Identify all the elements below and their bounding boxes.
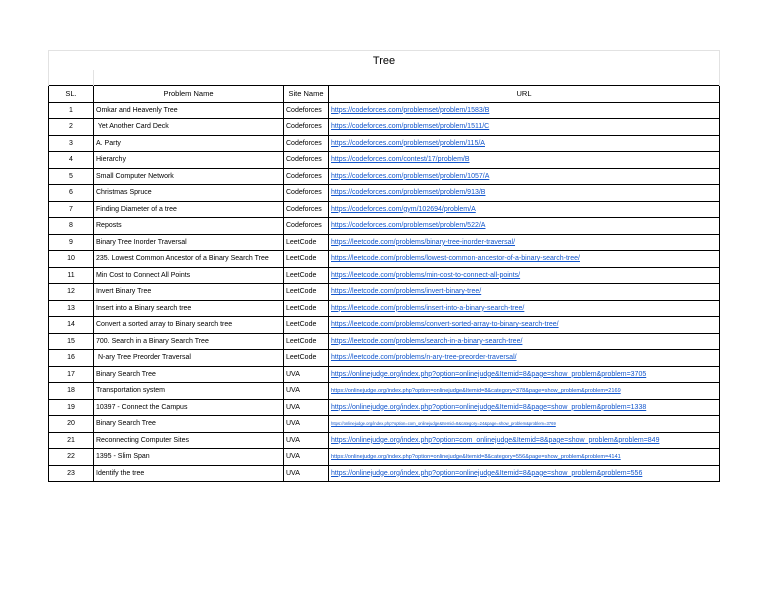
cell-site-name: UVA (284, 465, 329, 482)
cell-sl: 19 (49, 399, 94, 416)
problem-link[interactable]: https://leetcode.com/problems/insert-into-a-binary-search-tree/ (331, 304, 525, 312)
cell-url (329, 218, 720, 235)
table-row (49, 399, 720, 416)
cell-problem-name: Finding Diameter of a tree (94, 201, 284, 218)
cell-sl: 16 (49, 350, 94, 367)
cell-url (329, 267, 720, 284)
cell-url (329, 119, 720, 136)
table-row (49, 317, 720, 334)
table-row (49, 300, 720, 317)
cell-site-name: UVA (284, 399, 329, 416)
problem-link[interactable]: https://onlinejudge.org/index.php?option=onlinejudge&Itemid=8&category=556&page=show_problem&problem=4141 (331, 454, 621, 461)
problem-link[interactable]: https://codeforces.com/contest/17/problem/B (331, 156, 470, 164)
cell-url (329, 366, 720, 383)
cell-url (329, 168, 720, 185)
header-problem-name: Problem Name (94, 86, 284, 103)
cell-url (329, 102, 720, 119)
cell-site-name: LeetCode (284, 284, 329, 301)
tree-problems-table (48, 50, 720, 482)
cell-problem-name: 700. Search in a Binary Search Tree (94, 333, 284, 350)
cell-problem-name: 1395 - Slim Span (94, 449, 284, 466)
table-row (49, 185, 720, 202)
cell-site-name: UVA (284, 449, 329, 466)
cell-problem-name: Yet Another Card Deck (94, 119, 284, 136)
cell-site-name: Codeforces (284, 185, 329, 202)
cell-url (329, 135, 720, 152)
cell-url (329, 152, 720, 169)
cell-sl: 4 (49, 152, 94, 169)
cell-sl: 17 (49, 366, 94, 383)
cell-sl: 11 (49, 267, 94, 284)
problem-link[interactable]: https://onlinejudge.org/index.php?option=onlinejudge&Itemid=8&category=378&page=show_problem&problem=2169 (331, 388, 621, 395)
problem-link[interactable]: https://leetcode.com/problems/min-cost-to-connect-all-points/ (331, 271, 521, 279)
problem-link[interactable]: https://onlinejudge.org/index.php?option=com_onlinejudge&Itemid=8&page=show_problem&problem=849 (331, 436, 660, 444)
cell-sl: 6 (49, 185, 94, 202)
cell-site-name: LeetCode (284, 333, 329, 350)
spacer-cell (94, 70, 720, 86)
cell-url (329, 201, 720, 218)
cell-url (329, 234, 720, 251)
problem-link[interactable]: https://leetcode.com/problems/convert-sorted-array-to-binary-search-tree/ (331, 321, 559, 329)
cell-sl: 13 (49, 300, 94, 317)
problem-link[interactable]: https://onlinejudge.org/index.php?option=onlinejudge&Itemid=8&page=show_problem&problem=3705 (331, 370, 647, 378)
table-row (49, 201, 720, 218)
cell-sl: 5 (49, 168, 94, 185)
problem-link[interactable]: https://codeforces.com/problemset/problem/1057/A (331, 172, 490, 180)
cell-sl: 20 (49, 416, 94, 433)
cell-sl: 1 (49, 102, 94, 119)
cell-url (329, 350, 720, 367)
table-row (49, 152, 720, 169)
cell-site-name: LeetCode (284, 317, 329, 334)
spacer-cell (49, 70, 94, 86)
table-row (49, 119, 720, 136)
spacer-row (49, 70, 720, 86)
cell-url (329, 333, 720, 350)
cell-problem-name: Binary Search Tree (94, 416, 284, 433)
table-row (49, 383, 720, 400)
table-row (49, 350, 720, 367)
problem-link[interactable]: https://onlinejudge.org/index.php?option=onlinejudge&Itemid=8&page=show_problem&problem=1338 (331, 403, 647, 411)
cell-problem-name: Small Computer Network (94, 168, 284, 185)
header-site-name: Site Name (284, 86, 329, 103)
cell-problem-name: Reposts (94, 218, 284, 235)
table-row (49, 234, 720, 251)
problem-link[interactable]: https://codeforces.com/problemset/problem/913/B (331, 189, 486, 197)
cell-site-name: UVA (284, 366, 329, 383)
cell-problem-name: 10397 - Connect the Campus (94, 399, 284, 416)
problem-link[interactable]: https://onlinejudge.org/index.php?option=onlinejudge&Itemid=8&page=show_problem&problem=556 (331, 469, 643, 477)
cell-url (329, 449, 720, 466)
cell-problem-name: Reconnecting Computer Sites (94, 432, 284, 449)
problem-link[interactable]: https://codeforces.com/problemset/problem/1511/C (331, 123, 490, 131)
problem-link[interactable]: https://codeforces.com/problemset/problem/115/A (331, 139, 485, 147)
cell-problem-name: A. Party (94, 135, 284, 152)
cell-site-name: Codeforces (284, 102, 329, 119)
cell-problem-name: Identify the tree (94, 465, 284, 482)
cell-url (329, 284, 720, 301)
cell-site-name: LeetCode (284, 234, 329, 251)
cell-url (329, 465, 720, 482)
cell-problem-name: Binary Tree Inorder Traversal (94, 234, 284, 251)
problem-link[interactable]: https://leetcode.com/problems/binary-tree-inorder-traversal/ (331, 238, 516, 246)
problem-link[interactable]: https://codeforces.com/gym/102694/problem/A (331, 205, 476, 213)
cell-url (329, 383, 720, 400)
cell-sl: 21 (49, 432, 94, 449)
table-row (49, 251, 720, 268)
header-sl: SL. (49, 86, 94, 103)
cell-sl: 12 (49, 284, 94, 301)
cell-sl: 18 (49, 383, 94, 400)
cell-site-name: Codeforces (284, 201, 329, 218)
table-row (49, 416, 720, 433)
cell-sl: 10 (49, 251, 94, 268)
header-url: URL (329, 86, 720, 103)
table-row (49, 135, 720, 152)
cell-url (329, 300, 720, 317)
cell-sl: 7 (49, 201, 94, 218)
cell-problem-name: Hierarchy (94, 152, 284, 169)
table-row (49, 449, 720, 466)
cell-site-name: Codeforces (284, 135, 329, 152)
table-row (49, 168, 720, 185)
cell-site-name: LeetCode (284, 267, 329, 284)
cell-problem-name: Binary Search Tree (94, 366, 284, 383)
table-row (49, 432, 720, 449)
cell-problem-name: N-ary Tree Preorder Traversal (94, 350, 284, 367)
problem-link[interactable]: https://codeforces.com/problemset/problem/522/A (331, 222, 486, 230)
cell-url (329, 317, 720, 334)
cell-problem-name: Christmas Spruce (94, 185, 284, 202)
cell-site-name: LeetCode (284, 300, 329, 317)
cell-site-name: LeetCode (284, 251, 329, 268)
cell-sl: 2 (49, 119, 94, 136)
problem-link[interactable]: https://leetcode.com/problems/invert-binary-tree/ (331, 288, 482, 296)
cell-problem-name: 235. Lowest Common Ancestor of a Binary Search Tree (94, 251, 284, 268)
problem-link[interactable]: https://leetcode.com/problems/lowest-common-ancestor-of-a-binary-search-tree/ (331, 255, 580, 263)
cell-url (329, 416, 720, 433)
cell-sl: 15 (49, 333, 94, 350)
cell-site-name: LeetCode (284, 350, 329, 367)
cell-url (329, 251, 720, 268)
table-row (49, 218, 720, 235)
problem-link[interactable]: https://leetcode.com/problems/search-in-a-binary-search-tree/ (331, 337, 523, 345)
table-row (49, 465, 720, 482)
cell-site-name: Codeforces (284, 218, 329, 235)
cell-sl: 3 (49, 135, 94, 152)
cell-site-name: UVA (284, 432, 329, 449)
cell-problem-name: Insert into a Binary search tree (94, 300, 284, 317)
cell-sl: 23 (49, 465, 94, 482)
cell-url (329, 432, 720, 449)
cell-sl: 9 (49, 234, 94, 251)
cell-sl: 8 (49, 218, 94, 235)
spreadsheet (48, 50, 719, 482)
cell-problem-name: Convert a sorted array to Binary search tree (94, 317, 284, 334)
cell-site-name: Codeforces (284, 152, 329, 169)
table-row (49, 284, 720, 301)
title-row (49, 51, 720, 71)
header-row (49, 86, 720, 103)
cell-sl: 14 (49, 317, 94, 334)
problem-link[interactable]: https://leetcode.com/problems/n-ary-tree-preorder-traversal/ (331, 354, 517, 362)
table-row (49, 102, 720, 119)
cell-problem-name: Min Cost to Connect All Points (94, 267, 284, 284)
cell-site-name: UVA (284, 416, 329, 433)
cell-sl: 22 (49, 449, 94, 466)
cell-url (329, 185, 720, 202)
problem-link[interactable]: https://codeforces.com/problemset/problem/1583/B (331, 106, 490, 114)
cell-site-name: Codeforces (284, 168, 329, 185)
table-row (49, 267, 720, 284)
table-row (49, 333, 720, 350)
cell-site-name: UVA (284, 383, 329, 400)
table-row (49, 366, 720, 383)
cell-problem-name: Omkar and Heavenly Tree (94, 102, 284, 119)
cell-site-name: Codeforces (284, 119, 329, 136)
cell-problem-name: Invert Binary Tree (94, 284, 284, 301)
cell-problem-name: Transportation system (94, 383, 284, 400)
problem-link[interactable]: https://onlinejudge.org/index.php?option=com_onlinejudge&Itemid=8&category=24&page=show_problem&problem=3769 (331, 421, 556, 427)
cell-url (329, 399, 720, 416)
sheet-title: Tree (49, 51, 720, 71)
